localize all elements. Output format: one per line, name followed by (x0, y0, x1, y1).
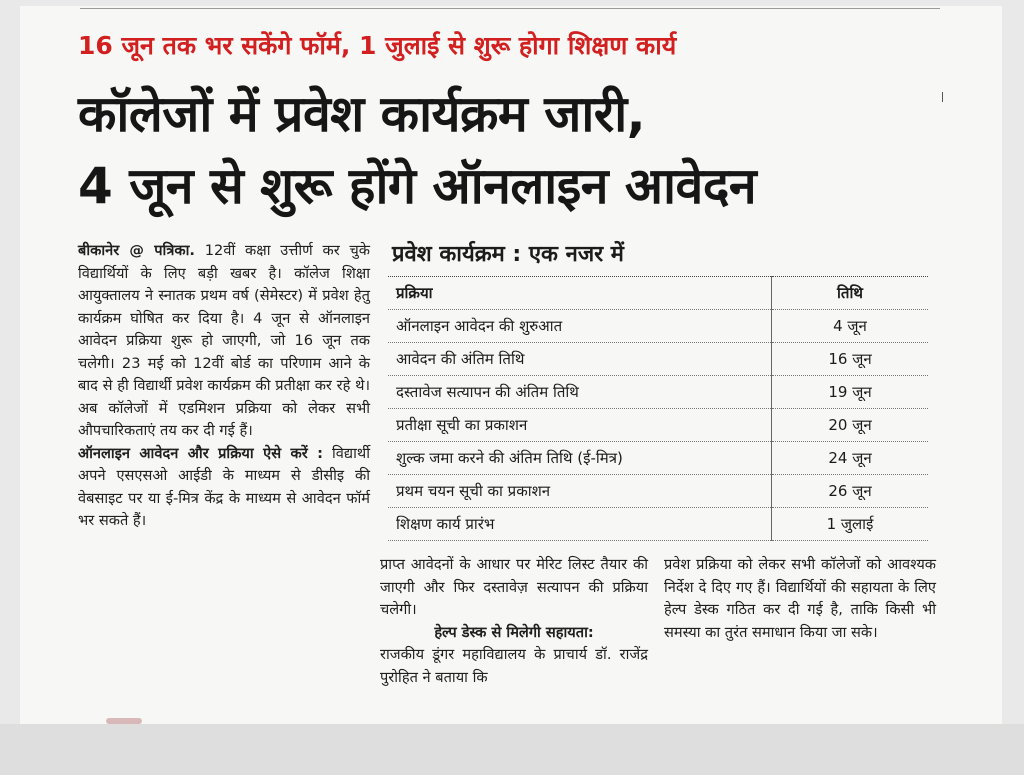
schedule-title: प्रवेश कार्यक्रम : एक नजर में (392, 242, 624, 267)
row-date: 19 जून (772, 376, 929, 409)
article-column-2 (380, 554, 648, 689)
row-process: आवेदन की अंतिम तिथि (388, 343, 772, 376)
merit-paragraph: प्राप्त आवेदनों के आधार पर मेरिट लिस्ट तैयार की जाएगी और फिर दस्तावेज़ सत्यापन की प्रक्रिया चलेगी। (380, 556, 648, 618)
how-to-apply-paragraph (78, 443, 370, 533)
table-row (388, 475, 928, 508)
table-row (388, 343, 928, 376)
apply-text: विद्यार्थी अपने एसएसओ आईडी के माध्यम से डीसीइ की वेबसाइट पर या ई-मित्र केंद्र के माध्यम से आवेदन फॉर्म भर सकते हैं। (78, 444, 371, 529)
principal-paragraph: राजकीय डूंगर महाविद्यालय के प्राचार्य डॉ. राजेंद्र पुरोहित ने बताया कि (380, 646, 648, 686)
article-column-1 (78, 240, 370, 533)
row-date: 4 जून (772, 310, 929, 343)
newspaper-clipping (20, 6, 1002, 724)
instructions-paragraph: प्रवेश प्रक्रिया को लेकर सभी कॉलेजों को आवश्यक निर्देश दे दिए गए हैं। विद्यार्थियों की सहायता के लिए हेल्प डेस्क गठित कर दी गई है, ताकि किसी भी समस्या का तुरंत समाधान किया जा सके। (664, 556, 936, 641)
main-headline (78, 78, 756, 222)
row-process: दस्तावेज सत्यापन की अंतिम तिथि (388, 376, 772, 409)
kicker-headline: 16 जून तक भर सकेंगे फॉर्म, 1 जुलाई से शुरू होगा शिक्षण कार्य (78, 31, 677, 60)
row-process: प्रथम चयन सूची का प्रकाशन (388, 475, 772, 508)
header-process: प्रक्रिया (388, 277, 772, 310)
screen-bottom-margin (0, 724, 1024, 775)
row-process: प्रतीक्षा सूची का प्रकाशन (388, 409, 772, 442)
top-rule (80, 8, 940, 9)
row-process: शुल्क जमा करने की अंतिम तिथि (ई-मित्र) (388, 442, 772, 475)
headline-line-2: 4 जून से शुरू होंगे ऑनलाइन आवेदन (78, 157, 757, 215)
margin-mark (942, 92, 943, 102)
schedule-table (388, 276, 928, 541)
row-date: 20 जून (772, 409, 929, 442)
row-date: 26 जून (772, 475, 929, 508)
row-date: 16 जून (772, 343, 929, 376)
headline-line-1: कॉलेजों में प्रवेश कार्यक्रम जारी, (78, 85, 646, 143)
header-date: तिथि (772, 277, 929, 310)
byline: बीकानेर @ पत्रिका. (78, 242, 195, 259)
intro-paragraph (78, 240, 370, 443)
intro-text: 12वीं कक्षा उत्तीर्ण कर चुके विद्यार्थियों के लिए बड़ी खबर है। कॉलेज शिक्षा आयुक्तालय ने स्नातक प्रथम वर्ष (सेमेस्टर) में प्रवेश हेतु कार्यक्रम घोषित कर दिया है। 4 जून से ऑनलाइन आवेदन प्रक्रिया शुरू हो जाएगी, जो 16 जून तक चलेगी। 23 मई को 12वीं बोर्ड का परिणाम आने के बाद से ही विद्यार्थी प्रवेश कार्यक्रम की प्रतीक्षा कर रहे थे। अब कॉलेजों में एडमिशन प्रक्रिया को लेकर सभी औपचारिकताएं तय कर दी गई हैं। (78, 242, 370, 439)
row-process: शिक्षण कार्य प्रारंभ (388, 508, 772, 541)
subhead-help-desk: हेल्प डेस्क से मिलेगी सहायता: (434, 623, 594, 641)
article-column-3 (664, 554, 936, 644)
row-process: ऑनलाइन आवेदन की शुरुआत (388, 310, 772, 343)
subhead-apply: ऑनलाइन आवेदन और प्रक्रिया ऐसे करें : (78, 444, 323, 462)
table-row (388, 310, 928, 343)
table-row (388, 409, 928, 442)
table-header-row (388, 277, 928, 310)
row-date: 1 जुलाई (772, 508, 929, 541)
table-row (388, 508, 928, 541)
table-row (388, 442, 928, 475)
table-row (388, 376, 928, 409)
row-date: 24 जून (772, 442, 929, 475)
